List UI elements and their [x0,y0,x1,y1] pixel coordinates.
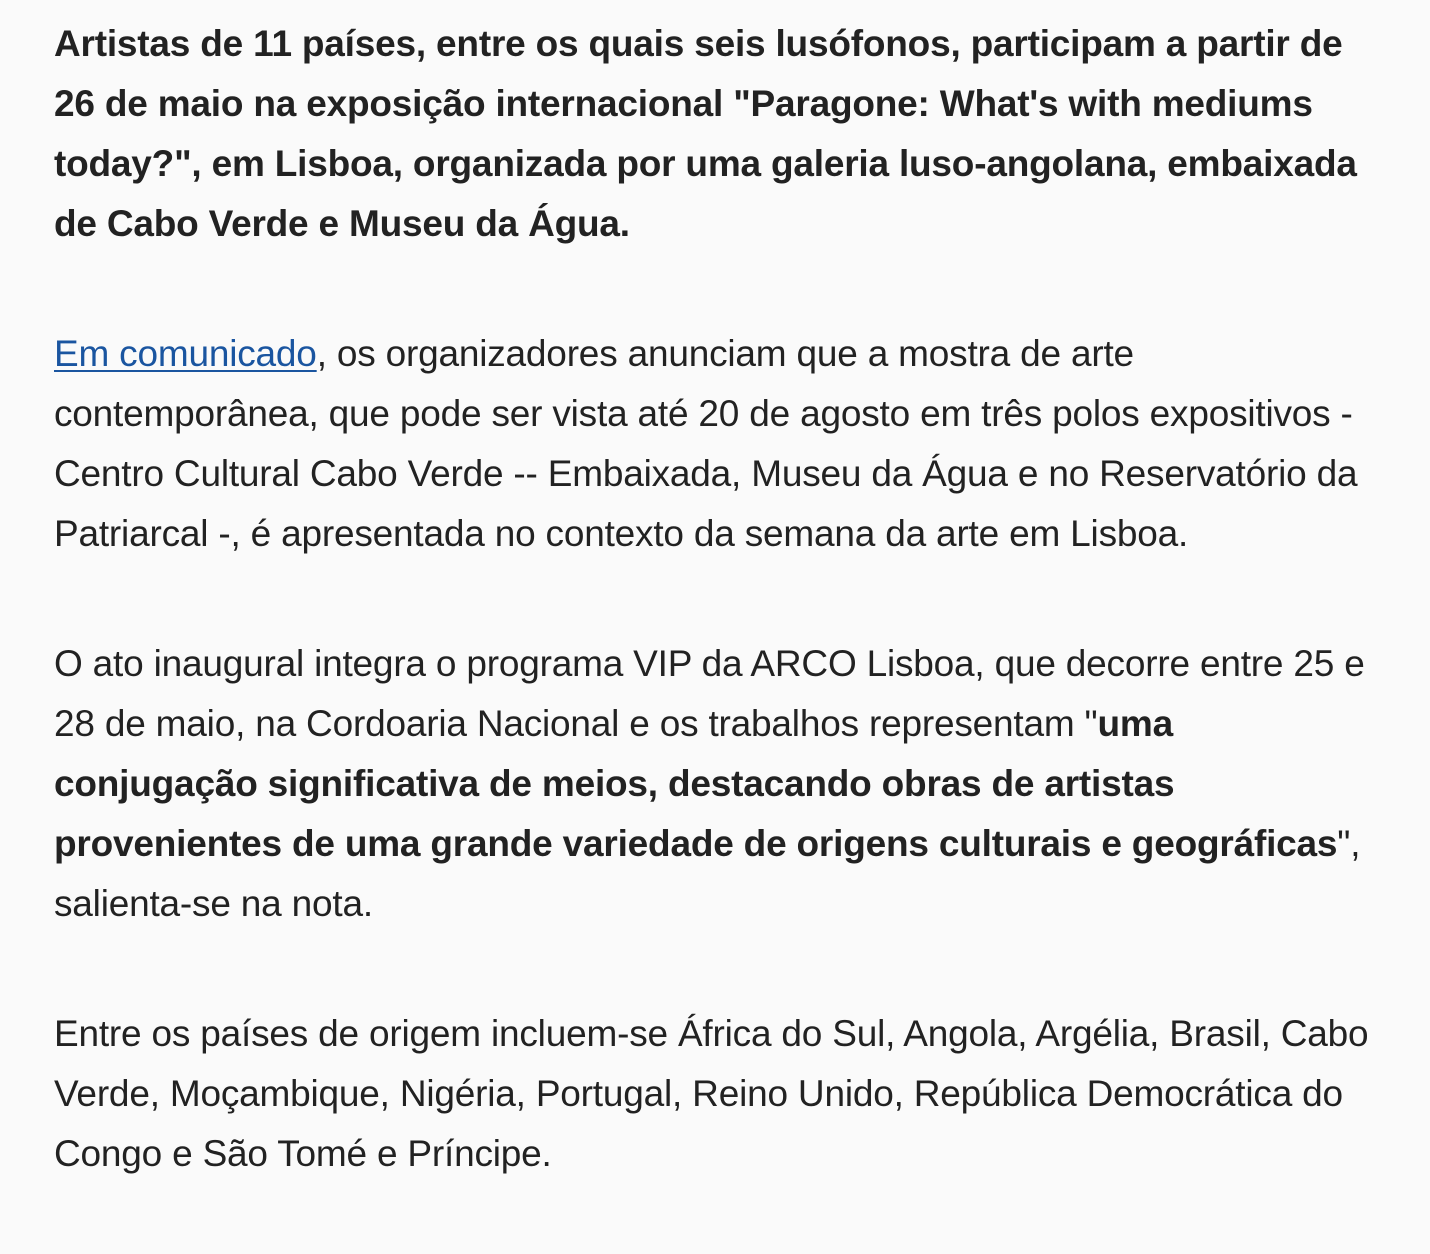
paragraph-communique-text: , os organizadores anunciam que a mostra de arte contemporânea, que pode ser vista até 20 de agosto em três polos expositivos - Centro Cultural Cabo Verde -- Embaixada, Museu da Água e no Reservatório da Patriarcal -, é apresentada no contexto da semana da arte em Lisboa. [54,333,1358,554]
paragraph-inauguration-text: O ato inaugural integra o programa VIP da ARCO Lisboa, que decorre entre 25 e 28 de maio, na Cordoaria Nacional e os trabalhos representam " [54,643,1365,744]
paragraph-countries: Entre os países de origem incluem-se África do Sul, Angola, Argélia, Brasil, Cabo Verde, Moçambique, Nigéria, Portugal, Reino Unido, República Democrática do Congo e São Tomé e Príncipe. [54,1013,1369,1174]
highlighted-quote: uma conjugação significativa de meios, destacando obras de artistas provenientes de uma grande variedade de origens culturais e geográficas [54,703,1338,864]
paragraph-inauguration-end: ", salienta-se na nota. [54,823,1361,924]
paragraph-inauguration [54,634,1384,934]
communique-link[interactable]: Em comunicado [54,333,317,374]
paragraph-communique [54,324,1384,564]
article-body [54,14,1384,1254]
article-lead: Artistas de 11 países, entre os quais seis lusófonos, participam a partir de 26 de maio na exposição internacional "Paragone: What's with mediums today?", em Lisboa, organizada por uma galeria luso-angolana, embaixada de Cabo Verde e Museu da Água. [54,23,1357,244]
